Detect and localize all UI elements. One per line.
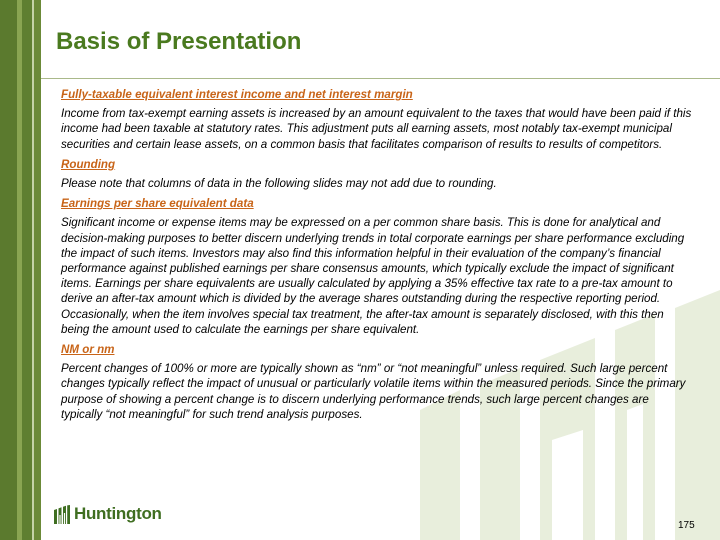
section-eps <box>61 196 693 337</box>
huntington-logo-mark-icon <box>54 505 70 524</box>
section-heading: Fully-taxable equivalent interest income and net interest margin <box>61 88 413 101</box>
left-stripe-5 <box>34 0 41 540</box>
section-heading: NM or nm <box>61 343 115 357</box>
left-stripe-1 <box>0 0 17 540</box>
section-heading: Rounding <box>61 157 116 171</box>
slide-content <box>61 87 693 427</box>
section-heading: Earnings per share equivalent data <box>61 197 254 211</box>
section-fte <box>61 87 693 152</box>
section-body: Please note that columns of data in the following slides may not add due to rounding. <box>61 177 497 191</box>
section-body: Significant income or expense items may be expressed on a per common share basis. This is done for analytical and decision-making purposes to better discern underlying trends in total corporate earnings per share performance excluding the impact of such items. Investors may also find this information helpful in their evaluation of the company’s financial performance against published earnings per share consensus amounts, which typically exclude the impact of significant items. Earnings per share equivalents are usually calculated by applying a 35% effective tax rate to a pre-tax amount to derive an after-tax amount which is divided by the average shares outstanding during the respective reporting period. Occasionally, when the item involves special tax treatment, the after-tax amount is separately disclosed, with this then being the amount used to calculate the earnings per share equivalent. <box>61 216 685 336</box>
left-stripe-3 <box>22 0 32 540</box>
page-number: 175 <box>678 520 695 531</box>
section-nm <box>61 342 693 422</box>
section-rounding <box>61 157 693 191</box>
logo-text: Huntington <box>74 504 162 523</box>
section-body: Percent changes of 100% or more are typically shown as “nm” or “not meaningful” unless required. Such large percent changes typically reflect the impact of unusual or particularly volatile items within the measured periods. Since the primary purpose of showing a percent change is to discern underlying performance trends, such large percent changes are typically “not meaningful” for such trend analysis purposes. <box>61 362 686 421</box>
huntington-logo <box>54 504 162 524</box>
title-divider <box>41 78 720 79</box>
slide-title: Basis of Presentation <box>56 28 302 55</box>
section-body: Income from tax-exempt earning assets is increased by an amount equivalent to the taxes that would have been paid if this income had been taxable at statutory rates. This adjustment puts all earning assets, most notably tax-exempt municipal securities and certain lease assets, on a common basis that facilitates comparison of results to results of competitors. <box>61 107 692 151</box>
